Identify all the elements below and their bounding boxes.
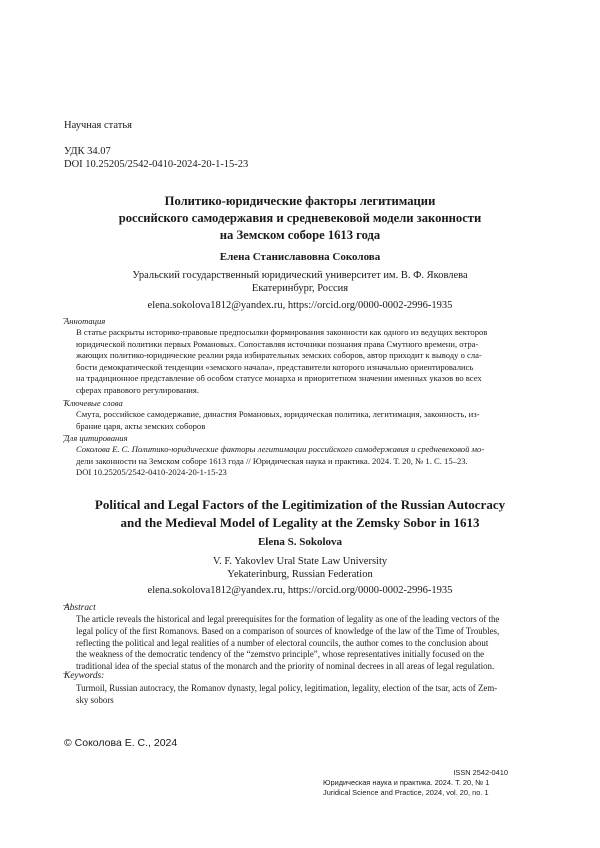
ru-city: Екатеринбург, Россия <box>251 283 349 294</box>
citation-line: DOI 10.25205/2542-0410-2024-20-1-15-23 <box>76 467 227 478</box>
ru-abstract-line: на традиционное представление об особом статусе монарха и приоритетном значении именных указов во всех <box>76 373 482 384</box>
footer-ru-journal: Юридическая наука и практика. 2024. Т. 20, № 1 <box>323 778 490 787</box>
ru-keywords-line: брание царя, акты земских соборов <box>76 420 206 431</box>
ru-abstract-line: сферах правового регулирования. <box>76 384 200 395</box>
en-keywords-line: sky sobors <box>76 694 114 705</box>
en-abstract-line: traditional idea of the special status of the monarch and the priority of nominal decrees in all areas of legal regulation. <box>76 661 495 672</box>
udk-code: УДК 34.07 <box>64 146 111 157</box>
en-abstract-line: legal policy of the first Romanovs. Based on a comparison of sources of knowledge of the law of the Time of Troubles, <box>76 625 500 636</box>
ru-abstract-line: В статье раскрыты историко-правовые предпосылки формирования законности как одного из ведущих векторов <box>76 327 488 337</box>
ru-abstract-line: юридической политики первых Романовых. Сопоставляя источники познания права Смутного времени, отра- <box>76 338 479 349</box>
citation-line: Соколова Е. С. Политико-юридические факторы легитимации российского самодержавия и средневековой мо- <box>76 444 485 454</box>
en-abstract-label: Abstract <box>64 603 96 613</box>
en-affiliation: V. F. Yakovlev Ural State Law University <box>212 556 388 567</box>
en-abstract-line: reflecting the political and legal realities of a number of electoral councils, the author comes to the conclusion about <box>76 637 489 648</box>
en-keywords-line: Turmoil, Russian autocracy, the Romanov dynasty, legal policy, legitimation, legality, election of the tsar, acts of Zem- <box>76 683 498 693</box>
article-type: Научная статья <box>64 120 132 131</box>
ru-title-line: Политико-юридические факторы легитимации <box>164 194 436 208</box>
ru-abstract <box>76 327 552 397</box>
en-title-line: and the Medieval Model of Legality at the Zemsky Sobor in 1613 <box>120 515 480 530</box>
ru-abstract-line: бости демократической тенденции «земского начала», представители которого изначально ориентировались <box>76 361 474 372</box>
citation-line: дели законности на Земском соборе 1613 года // Юридическая наука и практика. 2024. Т. 20, № 1. С. 15–23. <box>76 455 468 466</box>
doi: DOI 10.25205/2542-0410-2024-20-1-15-23 <box>64 159 249 170</box>
footer-issn: ISSN 2542-0410 <box>453 768 508 777</box>
ru-keywords-label: Ключевые слова <box>64 398 123 408</box>
en-abstract-line: the weakness of the democratic tendency of the “zemstvo principle”, whose representatives initially focused on the <box>76 649 485 660</box>
ru-keywords <box>76 409 552 432</box>
ru-affiliation: Уральский государственный юридический университет им. В. Ф. Яковлева <box>132 270 468 281</box>
en-title-line: Political and Legal Factors of the Legitimization of the Russian Autocracy <box>94 497 506 512</box>
en-abstract-line: The article reveals the historical and legal prerequisites for the formation of legality as one of the leading vectors of the <box>76 614 500 624</box>
ru-title-line: на Земском соборе 1613 года <box>219 228 381 242</box>
ru-abstract-line: жающих политико-юридические реалии ряда избирательных земских соборов, автор приходит к выводу о сла- <box>76 350 482 361</box>
en-title <box>30 496 570 532</box>
citation <box>76 444 552 479</box>
citation-label: Для цитирования <box>64 433 128 443</box>
ru-title-line: российского самодержавия и средневековой модели законности <box>118 211 482 225</box>
ru-title <box>40 193 560 244</box>
ru-keywords-line: Смута, российское самодержавие, династия Романовых, юридическая политика, легитимация, законность, из- <box>76 409 480 419</box>
ru-author: Елена Станиславовна Соколова <box>219 251 381 263</box>
en-author: Elena S. Sokolova <box>257 536 343 548</box>
footer-en-journal: Juridical Science and Practice, 2024, vol. 20, no. 1 <box>323 788 489 797</box>
en-keywords <box>76 683 552 707</box>
en-keywords-label: Keywords: <box>64 671 105 681</box>
ru-contact: elena.sokolova1812@yandex.ru, https://orcid.org/0000-0002-2996-1935 <box>147 300 453 311</box>
en-contact: elena.sokolova1812@yandex.ru, https://orcid.org/0000-0002-2996-1935 <box>147 585 453 596</box>
en-abstract <box>76 614 552 673</box>
en-city: Yekaterinburg, Russian Federation <box>227 569 373 580</box>
ru-abstract-label: Аннотация <box>64 316 106 326</box>
copyright: © Соколова Е. С., 2024 <box>64 737 178 749</box>
